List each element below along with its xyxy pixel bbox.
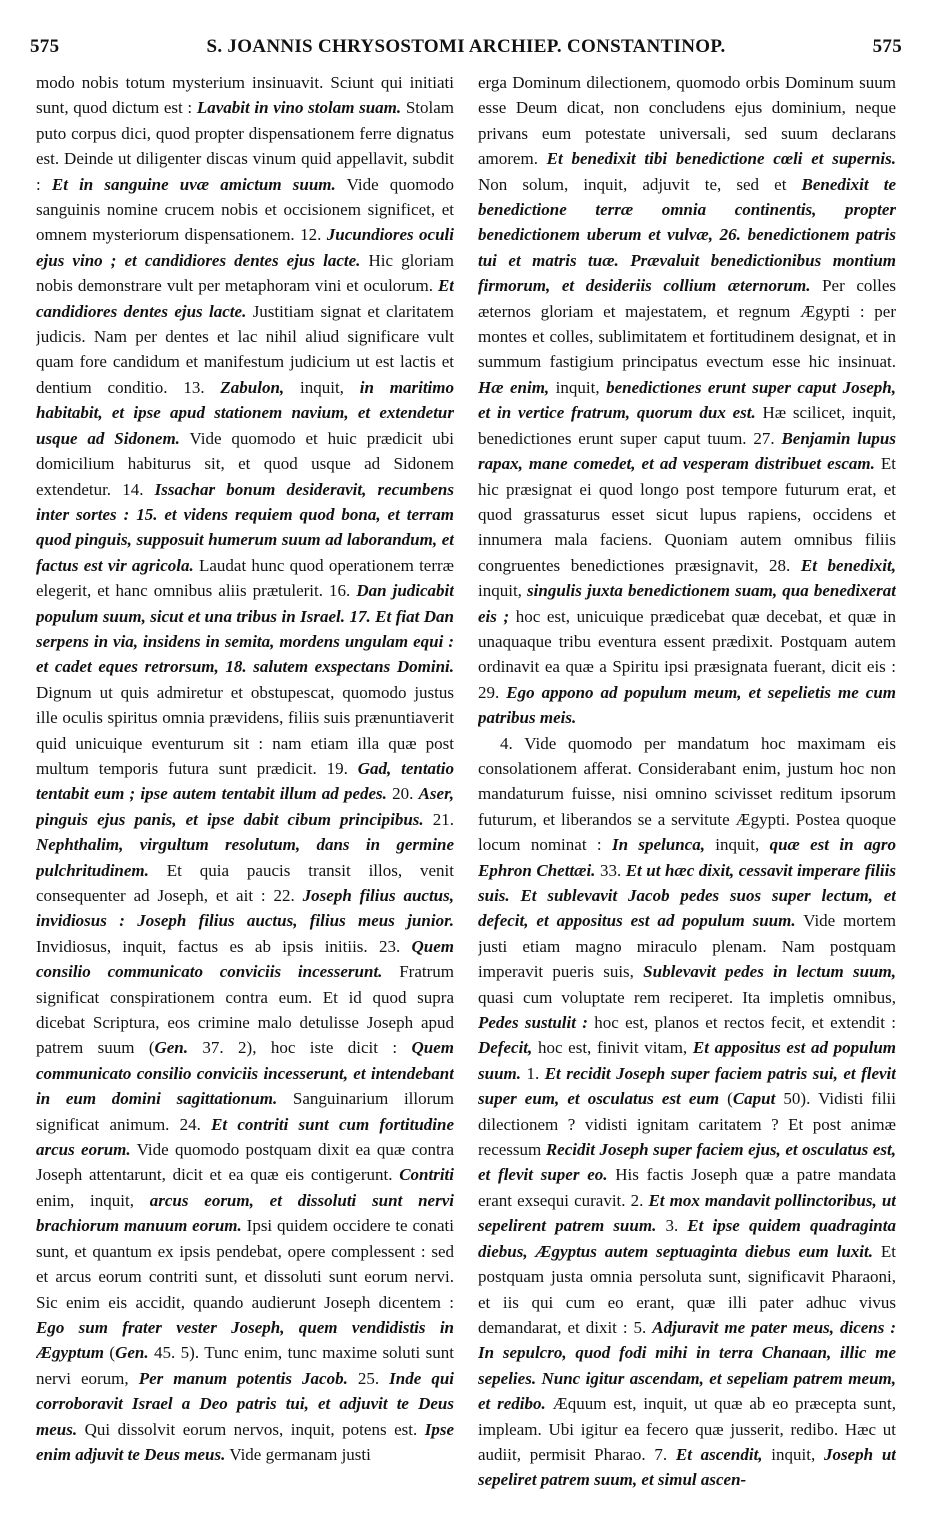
body-text: 21. [423,809,454,829]
body-text: Fratrum significat conspirationem contra eum. Et id quod supra dicebat Scriptura, eos crimine malo detulisse Joseph apud patrem suum ( [36,962,454,1058]
right-column [478,70,896,1512]
italic-quotation: Joseph ut sepeliret patrem suum, et simul ascen- [478,1444,896,1490]
body-text: Vide quomodo postquam dixit ea quæ contra Joseph attentarunt, dicit et ea quæ eis contigerunt. [36,1140,454,1185]
italic-quotation: Et recidit Joseph super faciem patris sui, et flevit super eum, et osculatus est eum [478,1063,896,1109]
body-text: hoc est, finivit vitam, [532,1038,693,1058]
body-text: modo nobis totum mysterium insinuavit. Sciunt qui initiati sunt, quod dictum est : [36,73,454,118]
body-text: Vide germanam justi [225,1444,371,1464]
italic-quotation: Ego sum frater vester Joseph, quem vendidistis in Ægyptum [36,1317,454,1363]
body-text: Æquum est, inquit, ut quæ ab eo præcepta sunt, impleam. Ubi igitur ea fecero quæ jusserit, redibo. Hæc ut audiit, permisit Pharao. 7. [478,1394,896,1464]
body-text: 4. Vide quomodo per mandatum hoc maximam eis consolationem afferat. Considerabant enim, justum hoc non mandaturum fuisse, nisi omnino scivisset reditum ipsorum futurum, et liberandos se a servitute Ægypti. Postea quoque locum nominat : [478,733,896,855]
body-text: quasi cum voluptate rem reciperet. Ita impletis omnibus, [478,987,896,1007]
italic-quotation: Et candidiores dentes ejus lacte. [36,276,454,321]
running-title: S. JOANNIS CHRYSOSTOMI ARCHIEP. CONSTANTINOP. [206,36,726,57]
italic-quotation: Et ascendit, [675,1444,763,1464]
body-text: ( [719,1089,733,1109]
italic-quotation: Quem communicato consilio conviciis incesserunt, et intendebant in eum domini sagittationum. [36,1038,454,1109]
italic-quotation: Et appositus est ad populum suum. [478,1038,896,1083]
italic-quotation: Defecit, [478,1038,533,1058]
body-text: Invidiosus, inquit, factus es ab ipsis initiis. 23. [36,936,412,956]
page-number-left: 575 [30,36,60,57]
italic-quotation: Lavabit in vino stolam suam. [196,98,402,118]
body-text: Et quia paucis transit illos, venit consequenter ad Joseph, et ait : 22. [36,860,454,905]
body-text: 3. [656,1216,688,1236]
body-text: inquit, [284,377,360,397]
body-text: 50). Vidisti filii dilectionem ? vidisti ignitam caritatem ? Et post animæ recessum [478,1089,896,1160]
body-text: hoc est, planos et rectos fecit, et extendit : [587,1013,896,1033]
italic-quotation: Hæ enim, [478,377,550,397]
body-text: erga Dominum dilectionem, quomodo orbis Dominum suum esse Deum dicat, non concludens ejus dominium, neque privans eum potestate universali, sed suum declarans amorem. [478,73,896,169]
body-text: 25. [347,1368,390,1388]
body-text: His factis Joseph quæ a patre mandata erant exsequi curavit. 2. [478,1165,896,1210]
italic-quotation: Benedixit te benedictione terræ omnia continentis, propter benedictionem uberum et vulvæ, 26. benedictionem patris tui et matris tuæ. Prævaluit benedictionibus montium firmorum, et desideriis collium æternorum. [478,174,896,296]
body-text: Stolam puto corpus dici, quod propter dispensationem ferre dignatus est. Deinde ut diligenter discas vinum quid appellavit, subdit : [36,98,454,194]
italic-quotation: Nephthalim, virgultum resolutum, dans in germine pulchritudinem. [36,835,454,880]
page-number-right: 575 [872,36,902,57]
body-text: 1. [521,1063,545,1083]
italic-quotation: Jucundiores oculi ejus vino ; et candidiores dentes ejus lacte. [36,225,454,270]
italic-quotation: In spelunca, [611,835,705,855]
italic-quotation: Pedes sustulit : [478,1013,588,1033]
italic-quotation: Et ipse quidem quadraginta diebus, Ægyptus autem septuaginta diebus eum luxit. [478,1216,896,1261]
italic-quotation: Et benedixit, [800,555,896,575]
body-text: Dignum ut quis admiretur et obstupescat, quomodo justus ille oculis spiritus omnia prævidens, filiis suis prænuntiaverit quid unicuique eventurum sit : nam etiam illa quæ post multum temporis futura sunt prædicit. 19. [36,682,454,778]
italic-quotation: Et contriti sunt cum fortitudine arcus eorum. [36,1114,454,1160]
italic-quotation: Zabulon, [220,377,285,397]
italic-quotation: Contriti [399,1165,454,1185]
italic-quotation: Recidit Joseph super faciem ejus, et osculatus est, et flevit super eo. [478,1140,896,1185]
body-text: inquit, [478,581,528,601]
body-text: hoc est, unicuique prædicebat quæ decebat, et quæ in unaquaque tribu eventura essent prædixit. Postquam autem ordinavit ea quæ a Spiritu ipsi præsignata fuerant, dicit eis : 29. [478,606,896,702]
body-text: 20. [386,784,419,804]
running-header [30,36,902,62]
body-text: Vide quomodo sanguinis nomine crucem nobis et occisionem significet, et omnem mysteriorum dispensationem. 12. [36,174,454,245]
body-text: Vide quomodo et huic prædicit ubi domicilium habiturus sit, et quod usque ad Sidonem extendetur. 14. [36,428,454,499]
body-text: Qui dissolvit eorum nervos, inquit, potens est. [77,1419,425,1439]
italic-quotation: Per manum potentis Jacob. [138,1368,348,1388]
italic-quotation: arcus eorum, et dissoluti sunt nervi brachiorum manuum eorum. [36,1190,454,1236]
italic-quotation: Joseph filius auctus, invidiosus : Joseph filius auctus, filius meus junior. [36,886,454,931]
left-column [36,70,454,1512]
italic-quotation: Benjamin lupus rapax, mane comedet, et ad vesperam distribuet escam. [478,428,896,474]
body-text: inquit, [762,1444,824,1464]
italic-quotation: Sublevavit pedes in lectum suum, [643,962,896,982]
italic-quotation: Gen. [154,1038,189,1058]
body-text: 37. 2), hoc iste dicit : [188,1038,412,1058]
body-text: inquit, [704,835,770,855]
body-text: Laudat hunc quod operationem terræ elegerit, et hanc omnibus aliis prætulerit. 16. [36,555,454,601]
italic-quotation: Aser, pinguis ejus panis, et ipse dabit cibum principibus. [36,784,454,829]
body-text: 45. 5). Tunc enim, tunc maxime soluti sunt nervi eorum, [36,1343,454,1388]
italic-quotation: Inde qui corroboravit Israel a Deo patris tui, et adjuvit te Deus meus. [36,1368,454,1439]
italic-quotation: Ego appono ad populum meum, et sepelietis me cum patribus meis. [478,682,896,728]
italic-quotation: Gen. [115,1343,149,1363]
italic-quotation: quæ est in agro Ephron Chettæi. [478,835,896,880]
italic-quotation: Dan judicabit populum suum, sicut et una tribus in Israel. 17. Et fiat Dan serpens in via, insidens in semita, mordens ungulam equi : et cadet eques retrorsum, 18. salutem exspectans Domini. [36,581,454,677]
italic-quotation: Et in sanguine uvæ amictum suum. [51,174,336,194]
body-text: 33. [595,860,626,880]
italic-quotation: Adjuravit me pater meus, dicens : In sepulcro, quod fodi mihi in terra Chanaan, illic me sepelies. Nunc igitur ascendam, et sepeliam patrem meum, et redibo. [478,1317,896,1414]
body-text: Hic gloriam nobis demonstrare vult per metaphoram vini et oculorum. [36,250,454,296]
left-column-paragraph [36,70,454,1467]
italic-quotation: Ipse enim adjuvit te Deus meus. [36,1419,454,1464]
body-text: Per colles æternos gloriam et majestatem, et regnum Ægypti : per montes et colles, sublimitatem et fortitudinem designat, et in summum fastigium principatus evectum esse hic insinuat. [478,276,896,372]
italic-quotation: Gad, tentatio tentabit eum ; ipse autem tentabit illum ad pedes. [36,758,454,804]
body-text: Non solum, inquit, adjuvit te, sed et [478,174,802,194]
italic-quotation: benedictiones erunt super caput Joseph, et in vertice fratrum, quorum dux est. [478,377,896,423]
right-column-paragraph-1 [478,70,896,731]
body-text: ( [104,1343,116,1363]
italic-quotation: Et ut hæc dixit, cessavit imperare filiis suis. Et sublevavit Jacob pedes suos super lectum, et defecit, et appositus est ad populum suum. [478,860,896,931]
italic-quotation: Et mox mandavit pollinctoribus, ut sepelirent patrem suum. [478,1190,896,1236]
body-text: enim, inquit, [36,1190,150,1210]
body-text: inquit, [549,377,607,397]
body-text: Et hic præsignat ei quod longo post tempore futurum erat, et quod grassaturus esset sicut lupus rapiens, occidens et innumera mala faciens. Quoniam autem omnibus filiis congruentes benedictiones præsignavit, 28. [478,454,896,575]
italic-quotation: in maritimo habitabit, et ipse apud stationem navium, et extendetur usque ad Sidonem. [36,377,454,448]
italic-quotation: singulis juxta benedictionem suam, qua benedixerat eis ; [478,581,896,626]
body-text: Vide mortem justi etiam magno miraculo plenam. Nam postquam imperavit pueris suis, [478,911,896,982]
body-text: Hæ scilicet, inquit, benedictiones erunt super caput tuum. 27. [478,403,896,448]
body-text: Justitiam signat et claritatem judicis. Nam per dentes et lac nihil aliud significare vult quam fore candidum et manifestum judicium ut est lactis et dentium conditio. 13. [36,301,454,397]
body-text: Et postquam justa omnia persoluta sunt, significavit Pharaoni, et iis qui cum eo erant, quæ illi pater adhuc vivus demandarat, et dixit : 5. [478,1241,896,1337]
right-column-paragraph-2 [478,731,896,1493]
italic-quotation: Et benedixit tibi benedictione cœli et supernis. [546,149,896,169]
body-text: Sanguinarium illorum significat animum. 24. [36,1089,454,1134]
body-text: Ipsi quidem occidere te conati sunt, et quantum ex ipsis pendebat, opere complessent : sed et arcus eorum contriti sunt, et dissoluti sunt eorum nervi. Sic enim eis accidit, quando audierunt Joseph dicentem : [36,1216,454,1312]
italic-quotation: Caput [732,1089,776,1109]
italic-quotation: Quem consilio communicato conviciis incesserunt. [36,936,454,982]
italic-quotation: Issachar bonum desideravit, recumbens inter sortes : 15. et videns requiem quod bona, et terram quod pinguis, supposuit humerum suum ad laborandum, et factus est vir agricola. [36,479,454,575]
